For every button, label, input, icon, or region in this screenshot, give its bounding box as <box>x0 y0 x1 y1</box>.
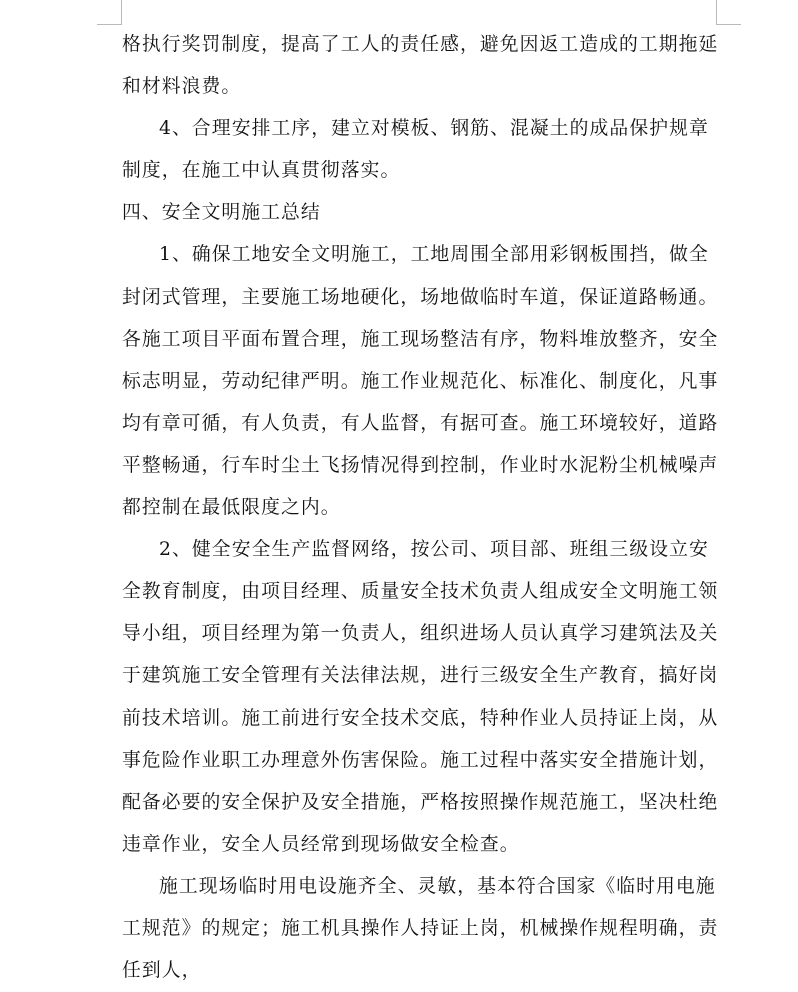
top-right-margin-mark <box>716 0 741 25</box>
top-left-margin-mark <box>97 0 122 25</box>
paragraph-safety-supervision: 2、健全安全生产监督网络，按公司、项目部、班组三级设立安全教育制度，由项目经理、质量安全技术负责人组成安全文明施工领导小组，项目经理为第一负责人，组织进场人员认真学习建筑法及关于建筑施工安全管理有关法律法规，进行三级安全生产教育，搞好岗前技术培训。施工前进行安全技术交底，特种作业人员持证上岗，从事危险作业职工办理意外伤害保险。施工过程中落实安全措施计划，配备必要的安全保护及安全措施，严格按照操作规范施工，坚决杜绝违章作业，安全人员经常到现场做安全检查。 <box>122 539 719 855</box>
paragraph-temporary-electricity: 施工现场临时用电设施齐全、灵敏，基本符合国家《临时用电施工规范》的规定；施工机具操作人持证上岗，机械操作规程明确，责任到人， <box>122 875 719 982</box>
paragraph-civilized-construction: 1、确保工地安全文明施工，工地周围全部用彩钢板围挡，做全封闭式管理，主要施工场地硬化，场地做临时车道，保证道路畅通。各施工项目平面布置合理，施工现场整洁有序，物料堆放整齐，安全标志明显，劳动纪律严明。施工作业规范化、标准化、制度化，凡事均有章可循，有人负责，有人监督，有据可查。施工环境较好，道路平整畅通，行车时尘土飞扬情况得到控制，作业时水泥粉尘机械噪声都控制在最低限度之内。 <box>122 244 719 519</box>
paragraph-process-arrangement: 4、合理安排工序，建立对模板、钢筋、混凝土的成品保护规章制度，在施工中认真贯彻落实。 <box>122 118 709 182</box>
document-body[interactable] <box>122 24 722 992</box>
section-heading-safety-summary: 四、安全文明施工总结 <box>122 202 321 224</box>
paragraph-material-waste: 格执行奖罚制度，提高了工人的责任感，避免因返工造成的工期拖延和材料浪费。 <box>122 34 719 98</box>
